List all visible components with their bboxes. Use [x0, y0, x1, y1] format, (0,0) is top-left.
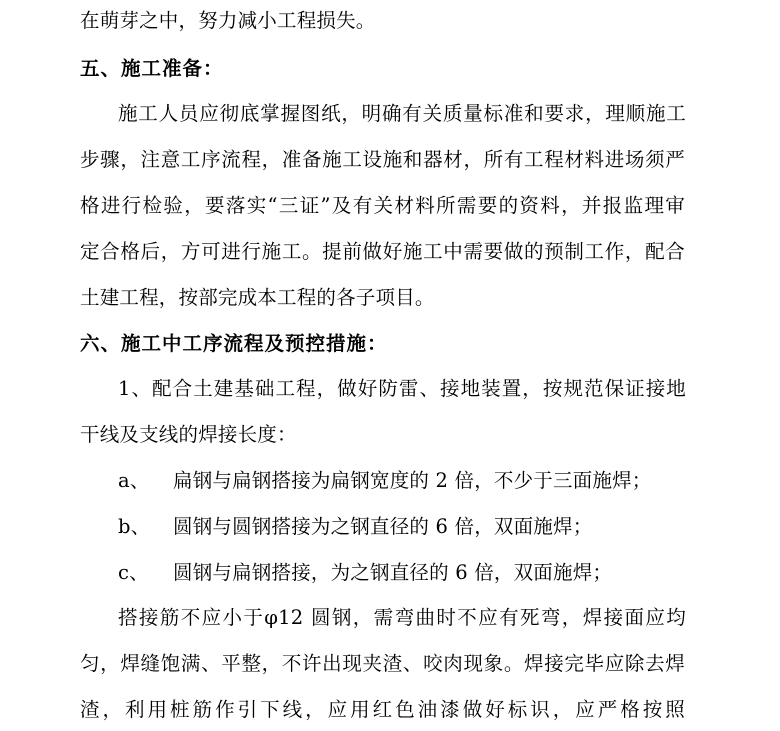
list-item-marker: b、 — [118, 515, 151, 538]
section-heading-5: 五、施工准备： — [80, 57, 224, 80]
list-item-text: 圆钢与圆钢搭接为之钢直径的 6 倍，双面施焊； — [173, 515, 593, 538]
list-item-marker: c、 — [118, 561, 149, 584]
paragraph-line: 定合格后，方可进行施工。提前做好施工中需要做的预制工作，配合 — [80, 240, 685, 263]
paragraph-line: 格进行检验，要落实“三证”及有关材料所需要的资料，并报监理审 — [80, 194, 685, 217]
paragraph-line: 干线及支线的焊接长度： — [80, 423, 297, 446]
section-heading-6: 六、施工中工序流程及预控措施： — [80, 332, 388, 355]
paragraph-line: 搭接筋不应小于φ12 圆钢，需弯曲时不应有死弯，焊接面应均 — [118, 606, 686, 629]
paragraph-line: 匀，焊缝饱满、平整，不许出现夹渣、咬肉现象。焊接完毕应除去焊 — [80, 652, 685, 675]
paragraph-line: 渣，利用桩筋作引下线，应用红色油漆做好标识，应严格按照 — [80, 698, 685, 721]
list-item-marker: a、 — [118, 469, 150, 492]
paragraph-line: 施工人员应彻底掌握图纸，明确有关质量标准和要求，理顺施工 — [118, 102, 686, 125]
list-item-text: 扁钢与扁钢搭接为扁钢宽度的 2 倍，不少于三面施焊； — [173, 469, 652, 492]
list-item-text: 圆钢与扁钢搭接，为之钢直径的 6 倍，双面施焊； — [173, 561, 613, 584]
paragraph-line: 在萌芽之中，努力减小工程损失。 — [80, 9, 376, 32]
paragraph-line: 1、配合土建基础工程，做好防雷、接地装置，按规范保证接地 — [118, 377, 686, 400]
paragraph-line: 土建工程，按部完成本工程的各子项目。 — [80, 286, 435, 309]
paragraph-line: 步骤，注意工序流程，准备施工设施和器材，所有工程材料进场须严 — [80, 148, 685, 171]
